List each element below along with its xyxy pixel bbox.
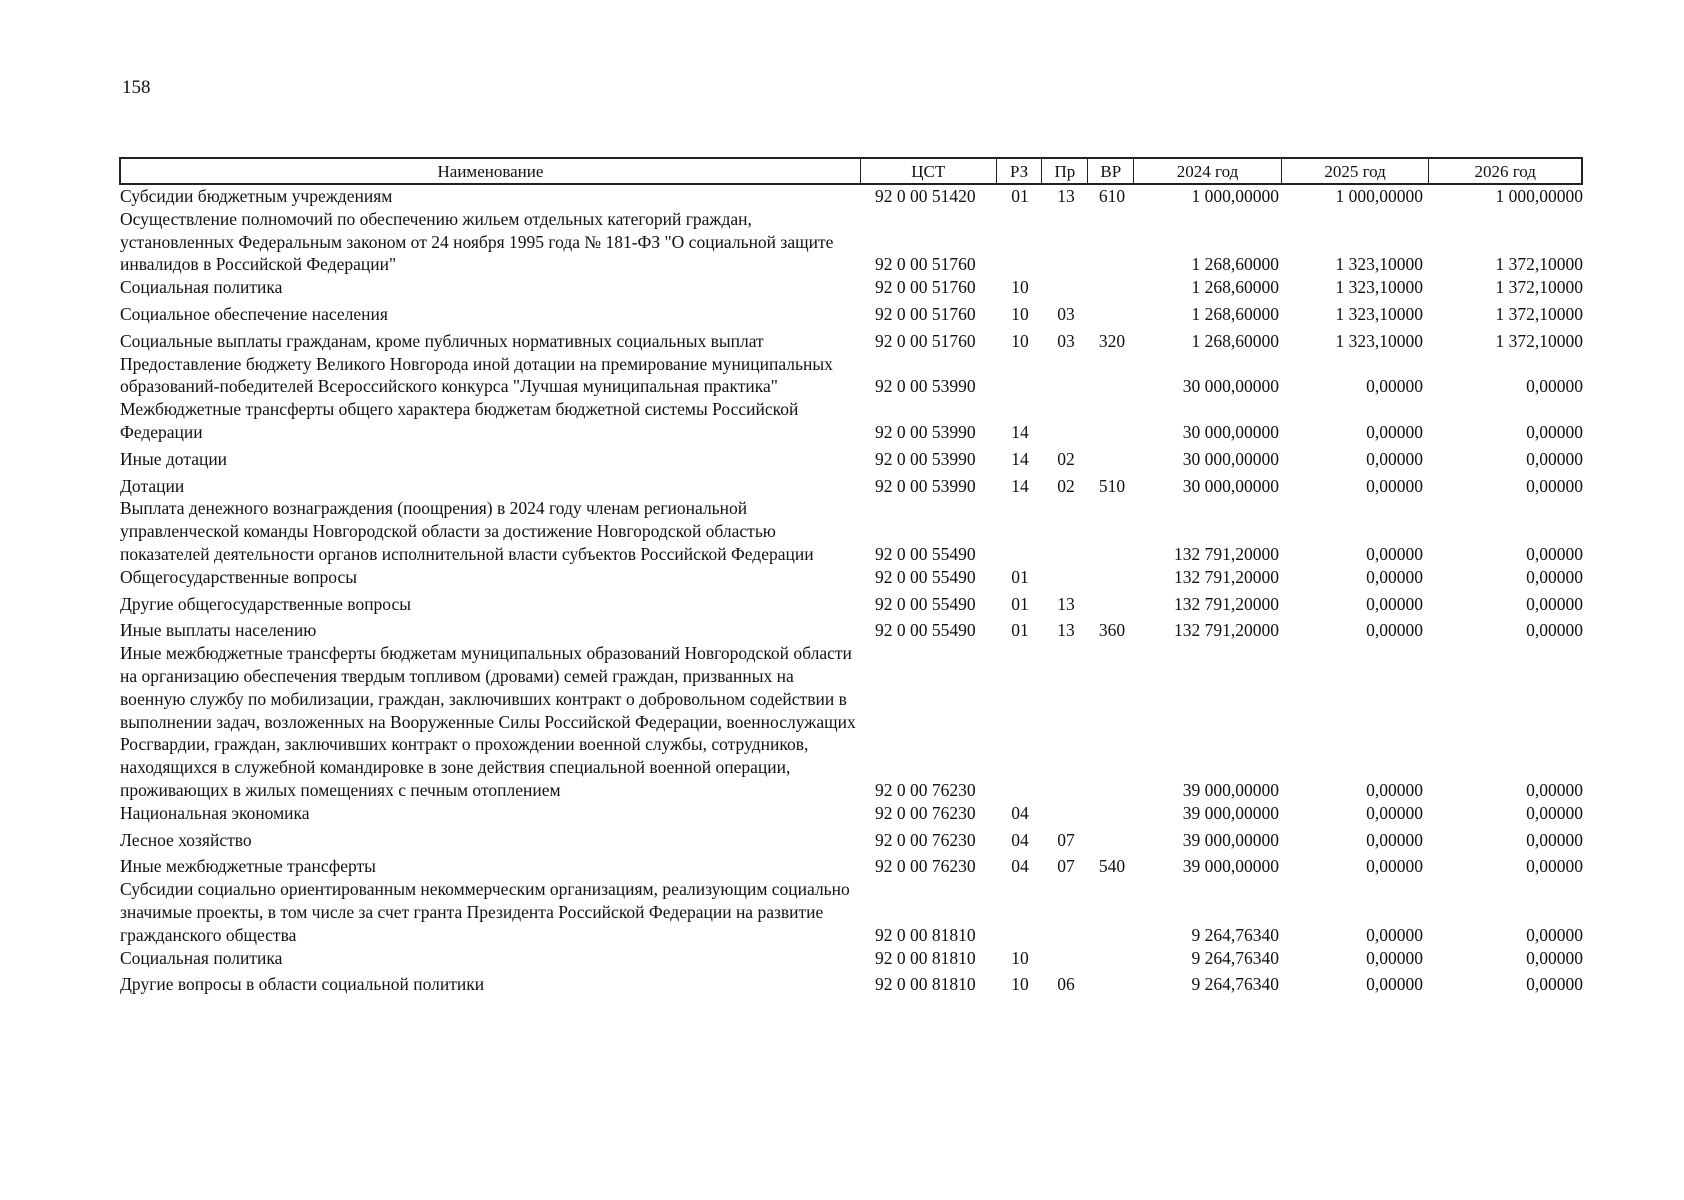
row-pr: 02	[1057, 475, 1075, 496]
row-2024: 9 264,76340	[1191, 974, 1279, 995]
row-pr: 07	[1057, 829, 1075, 850]
row-rz: 01	[1011, 566, 1029, 587]
row-vr: 360	[1098, 620, 1126, 641]
table-row	[119, 593, 1583, 616]
row-2024: 30 000,00000	[1182, 448, 1279, 469]
row-cst: 92 0 00 53990	[875, 376, 976, 397]
row-2024: 132 791,20000	[1174, 593, 1279, 614]
row-pr: 03	[1057, 330, 1075, 351]
row-name: Общегосударственные вопросы	[120, 566, 358, 587]
row-2024: 1 268,60000	[1191, 254, 1279, 275]
row-2024: 9 264,76340	[1191, 947, 1279, 968]
table-row	[119, 497, 1583, 565]
row-rz: 01	[1011, 593, 1029, 614]
row-name: Социальные выплаты гражданам, кроме публичных нормативных социальных выплат	[120, 330, 764, 351]
row-2025: 0,00000	[1366, 856, 1423, 877]
row-vr: 610	[1098, 186, 1126, 206]
table-row	[119, 398, 1583, 444]
row-2024: 1 268,60000	[1191, 303, 1279, 324]
row-rz: 14	[1011, 475, 1029, 496]
row-name: Лесное хозяйство	[120, 829, 252, 850]
row-2026: 1 372,10000	[1495, 254, 1583, 275]
row-rz: 10	[1011, 974, 1029, 995]
row-2024: 39 000,00000	[1182, 779, 1279, 800]
row-name: Социальное обеспечение населения	[120, 303, 388, 324]
row-2024: 39 000,00000	[1182, 856, 1279, 877]
row-2024: 1 268,60000	[1191, 330, 1279, 351]
row-cst: 92 0 00 76230	[875, 802, 976, 823]
row-2024: 30 000,00000	[1182, 421, 1279, 442]
row-cst: 92 0 00 51420	[875, 186, 976, 206]
row-2025: 0,00000	[1366, 593, 1423, 614]
row-2026: 0,00000	[1526, 924, 1583, 945]
header-2024: 2024 год	[1134, 159, 1282, 183]
row-2025: 0,00000	[1366, 566, 1423, 587]
table-row	[119, 185, 1583, 208]
row-name: Иные межбюджетные трансферты	[120, 856, 376, 877]
row-2024: 39 000,00000	[1182, 829, 1279, 850]
table-row	[119, 947, 1583, 970]
row-2026: 0,00000	[1526, 376, 1583, 397]
row-2026: 0,00000	[1526, 543, 1583, 564]
row-name: Национальная экономика	[120, 802, 310, 823]
row-vr: 510	[1098, 475, 1126, 496]
row-cst: 92 0 00 81810	[875, 974, 976, 995]
row-2025: 0,00000	[1366, 802, 1423, 823]
header-cst: ЦСТ	[861, 159, 997, 183]
row-cst: 92 0 00 51760	[875, 303, 976, 324]
row-cst: 92 0 00 81810	[875, 924, 976, 945]
row-pr: 03	[1057, 303, 1075, 324]
row-2025: 0,00000	[1366, 924, 1423, 945]
row-vr: 540	[1098, 856, 1126, 877]
row-2026: 0,00000	[1526, 593, 1583, 614]
row-2025: 0,00000	[1366, 829, 1423, 850]
row-2025: 1 323,10000	[1335, 330, 1423, 351]
table-body	[119, 185, 1583, 996]
header-name: Наименование	[121, 159, 861, 183]
row-rz: 10	[1011, 947, 1029, 968]
row-name: Социальная политика	[120, 947, 283, 968]
row-2025: 0,00000	[1366, 376, 1423, 397]
table-row	[119, 642, 1583, 802]
row-cst: 92 0 00 51760	[875, 277, 976, 298]
row-2024: 30 000,00000	[1182, 376, 1279, 397]
table-row	[119, 353, 1583, 399]
row-2025: 0,00000	[1366, 947, 1423, 968]
row-rz: 10	[1011, 277, 1029, 298]
table-header	[119, 157, 1583, 185]
row-pr: 06	[1057, 974, 1075, 995]
row-2026: 0,00000	[1526, 947, 1583, 968]
row-pr: 02	[1057, 448, 1075, 469]
row-2026: 0,00000	[1526, 802, 1583, 823]
row-rz: 04	[1011, 829, 1029, 850]
header-2026: 2026 год	[1474, 162, 1536, 181]
row-cst: 92 0 00 76230	[875, 829, 976, 850]
row-pr: 13	[1057, 186, 1075, 206]
row-2026: 0,00000	[1526, 421, 1583, 442]
row-2025: 1 323,10000	[1335, 303, 1423, 324]
row-name: Иные выплаты населению	[120, 620, 317, 641]
row-2026: 0,00000	[1526, 856, 1583, 877]
row-cst: 92 0 00 55490	[875, 593, 976, 614]
table-row	[119, 829, 1583, 852]
row-name: Осуществление полномочий по обеспечению жильем отдельных категорий граждан, установленных Федеральным законом от 24 ноября 1995 года № 181-ФЗ "О социальной защите инвалидов в Российской Федерации"	[120, 208, 834, 275]
row-2026: 1 000,00000	[1495, 186, 1583, 206]
row-2025: 0,00000	[1366, 421, 1423, 442]
table-row	[119, 802, 1583, 825]
row-rz: 04	[1011, 802, 1029, 823]
header-vr: ВР	[1088, 159, 1134, 183]
row-2025: 1 323,10000	[1335, 277, 1423, 298]
row-name: Субсидии социально ориентированным некоммерческим организациям, реализующим социально значимые проекты, в том числе за счет гранта Президента Российской Федерации на развитие гражданского общества	[120, 879, 850, 945]
row-cst: 92 0 00 76230	[875, 856, 976, 877]
row-cst: 92 0 00 51760	[875, 254, 976, 275]
row-name: Другие общегосударственные вопросы	[120, 593, 412, 614]
table-row	[119, 276, 1583, 299]
budget-table	[119, 157, 1583, 996]
row-2026: 0,00000	[1526, 829, 1583, 850]
row-name: Выплата денежного вознаграждения (поощрения) в 2024 году членам региональной управленческой команды Новгородской области за достижение Новгородской областью показателей деятельности органов исполнительной власти субъектов Российской Федерации	[120, 498, 814, 564]
table-row	[119, 855, 1583, 878]
row-pr: 07	[1057, 856, 1075, 877]
row-2026: 0,00000	[1526, 448, 1583, 469]
row-name: Дотации	[120, 475, 185, 496]
row-name: Предоставление бюджету Великого Новгорода иной дотации на премирование муниципальных образований-победителей Всероссийского конкурса "Лучшая муниципальная практика"	[120, 353, 833, 397]
row-2025: 0,00000	[1366, 779, 1423, 800]
table-row	[119, 330, 1583, 353]
row-cst: 92 0 00 53990	[875, 448, 976, 469]
row-rz: 10	[1011, 330, 1029, 351]
table-row	[119, 475, 1583, 498]
page-number: 158	[122, 77, 151, 98]
header-2025: 2025 год	[1282, 159, 1430, 183]
row-cst: 92 0 00 55490	[875, 566, 976, 587]
row-cst: 92 0 00 51760	[875, 330, 976, 351]
row-2024: 132 791,20000	[1174, 620, 1279, 641]
row-2026: 0,00000	[1526, 475, 1583, 496]
row-name: Иные дотации	[120, 448, 228, 469]
row-2024: 30 000,00000	[1182, 475, 1279, 496]
row-rz: 01	[1011, 620, 1029, 641]
row-2026: 0,00000	[1526, 974, 1583, 995]
row-cst: 92 0 00 81810	[875, 947, 976, 968]
row-name: Социальная политика	[120, 277, 283, 298]
table-row	[119, 619, 1583, 642]
table-row	[119, 448, 1583, 471]
row-2024: 1 268,60000	[1191, 277, 1279, 298]
row-2026: 1 372,10000	[1495, 330, 1583, 351]
row-rz: 01	[1011, 186, 1029, 206]
table-row	[119, 878, 1583, 946]
header-rz: РЗ	[997, 159, 1043, 183]
row-2025: 0,00000	[1366, 475, 1423, 496]
row-rz: 14	[1011, 448, 1029, 469]
row-pr: 13	[1057, 620, 1075, 641]
row-2026: 0,00000	[1526, 620, 1583, 641]
row-2024: 1 000,00000	[1191, 186, 1279, 206]
row-vr: 320	[1098, 330, 1126, 351]
row-cst: 92 0 00 76230	[875, 779, 976, 800]
table-row	[119, 208, 1583, 276]
row-rz: 10	[1011, 303, 1029, 324]
row-name: Межбюджетные трансферты общего характера бюджетам бюджетной системы Российской Федерации	[120, 399, 799, 442]
row-2024: 132 791,20000	[1174, 543, 1279, 564]
row-cst: 92 0 00 55490	[875, 620, 976, 641]
row-name: Другие вопросы в области социальной политики	[120, 974, 485, 995]
table-row	[119, 973, 1583, 996]
row-cst: 92 0 00 53990	[875, 475, 976, 496]
row-2025: 0,00000	[1366, 543, 1423, 564]
table-row	[119, 303, 1583, 326]
row-2025: 1 323,10000	[1335, 254, 1423, 275]
row-2026: 0,00000	[1526, 779, 1583, 800]
row-cst: 92 0 00 53990	[875, 421, 976, 442]
row-2024: 39 000,00000	[1182, 802, 1279, 823]
row-2026: 1 372,10000	[1495, 303, 1583, 324]
row-rz: 14	[1011, 421, 1029, 442]
table-row	[119, 566, 1583, 589]
row-2025: 0,00000	[1366, 448, 1423, 469]
row-2026: 1 372,10000	[1495, 277, 1583, 298]
row-2024: 132 791,20000	[1174, 566, 1279, 587]
row-2025: 0,00000	[1366, 620, 1423, 641]
row-2025: 0,00000	[1366, 974, 1423, 995]
row-name: Иные межбюджетные трансферты бюджетам муниципальных образований Новгородской области на организацию обеспечения твердым топливом (дровами) семей граждан, призванных на военную службу по мобилизации, граждан, заключивших контракт о добровольном содействии в выполнении задач, возложенных на Вооруженные Силы Российской Федерации, военнослужащих Росгвардии, граждан, заключивших контракт о прохождении военной службы, сотрудников, находящихся в служебной командировке в зоне действия специальной военной операции, проживающих в жилых помещениях с печным отоплением	[120, 643, 856, 800]
row-name: Субсидии бюджетным учреждениям	[120, 186, 393, 206]
header-pr: Пр	[1042, 159, 1088, 183]
row-2024: 9 264,76340	[1191, 924, 1279, 945]
row-2026: 0,00000	[1526, 566, 1583, 587]
row-rz: 04	[1011, 856, 1029, 877]
row-2025: 1 000,00000	[1335, 186, 1423, 206]
row-pr: 13	[1057, 593, 1075, 614]
row-cst: 92 0 00 55490	[875, 543, 976, 564]
